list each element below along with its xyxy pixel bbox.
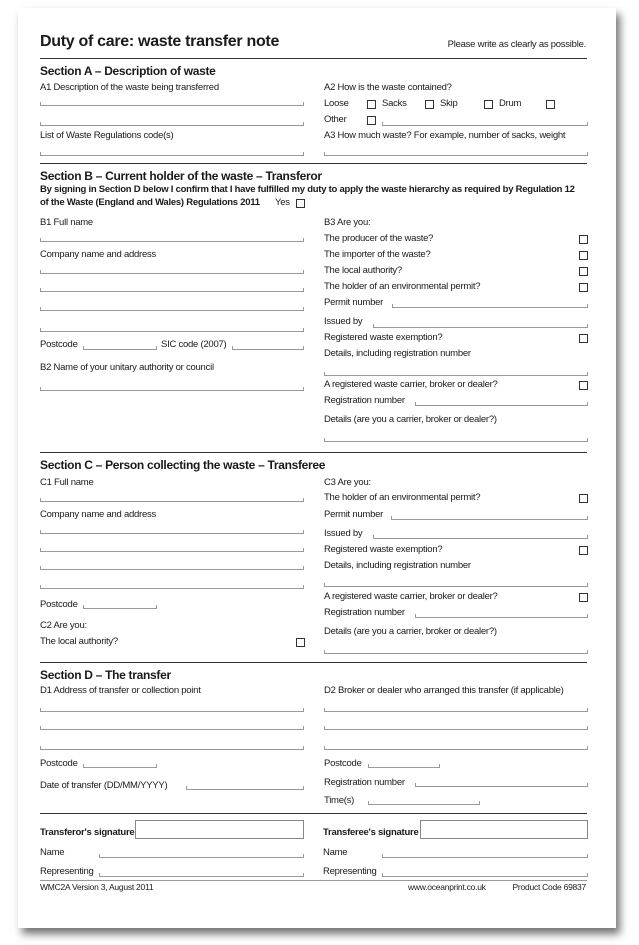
declaration-line-1: By signing in Section D below I confirm that I have fulfilled my duty to apply the waste hierarchy as required by Regulation 12 <box>40 184 575 195</box>
c-address-field-1[interactable] <box>40 530 304 534</box>
d1-address-field-1[interactable] <box>40 708 304 712</box>
b-address-field-2[interactable] <box>40 288 304 292</box>
date-field[interactable] <box>186 786 304 790</box>
c-permit-holder-label: The holder of an environmental permit? <box>324 492 481 503</box>
other-checkbox[interactable] <box>367 116 376 125</box>
d1-postcode-label: Postcode <box>40 758 78 769</box>
transferee-representing-label: Representing <box>323 866 377 877</box>
footer-version: WMC2A Version 3, August 2011 <box>40 882 154 892</box>
section-b-heading: Section B – Current holder of the waste – Transferor <box>40 169 322 183</box>
section-a-heading: Section A – Description of waste <box>40 64 216 78</box>
d2-registration-label: Registration number <box>324 777 405 788</box>
a3-label: A3 How much waste? For example, number of sacks, weight <box>324 130 566 141</box>
b2-authority-field[interactable] <box>40 387 304 391</box>
permit-number-field[interactable] <box>392 304 588 308</box>
c-carrier-details-field[interactable] <box>324 650 588 654</box>
c-registration-number-label: Registration number <box>324 607 405 618</box>
codes-label: List of Waste Regulations code(s) <box>40 130 174 141</box>
local-authority-label: The local authority? <box>324 265 402 276</box>
b-address-field-3[interactable] <box>40 307 304 311</box>
c-permit-number-label: Permit number <box>324 509 384 520</box>
divider <box>40 662 587 663</box>
permit-holder-checkbox[interactable] <box>579 283 588 292</box>
drum-checkbox[interactable] <box>546 100 555 109</box>
transferor-signature-box[interactable] <box>135 820 304 839</box>
skip-label: Skip <box>440 98 458 109</box>
date-label: Date of transfer (DD/MM/YYYY) <box>40 780 168 791</box>
c-carrier-details-label: Details (are you a carrier, broker or dealer?) <box>324 626 497 637</box>
b-address-field-4[interactable] <box>40 328 304 332</box>
footer-divider <box>40 880 587 881</box>
local-authority-checkbox[interactable] <box>579 267 588 276</box>
instruction: Please write as clearly as possible. <box>447 39 586 50</box>
b-company-label: Company name and address <box>40 249 156 260</box>
c1-label: C1 Full name <box>40 477 94 488</box>
transferee-name-field[interactable] <box>382 854 588 858</box>
form-title: Duty of care: waste transfer note <box>40 33 280 50</box>
b1-full-name-field[interactable] <box>40 238 304 242</box>
issued-by-field[interactable] <box>373 324 588 328</box>
skip-checkbox[interactable] <box>484 100 493 109</box>
c2-label: C2 Are you: <box>40 620 87 631</box>
yes-checkbox[interactable] <box>296 199 305 208</box>
transferor-representing-field[interactable] <box>99 873 304 877</box>
carrier-checkbox[interactable] <box>579 381 588 390</box>
c-local-authority-checkbox[interactable] <box>296 638 305 647</box>
b-postcode-label: Postcode <box>40 339 78 350</box>
c-issued-by-field[interactable] <box>373 535 588 539</box>
c-carrier-label: A registered waste carrier, broker or dealer? <box>324 591 498 602</box>
b2-label: B2 Name of your unitary authority or council <box>40 362 214 373</box>
registration-number-label: Registration number <box>324 395 405 406</box>
d2-field-3[interactable] <box>324 746 588 750</box>
drum-label: Drum <box>499 98 522 109</box>
transferee-name-label: Name <box>323 847 348 858</box>
declaration-line-2: of the Waste (England and Wales) Regulations 2011 <box>40 197 260 208</box>
c-exemption-details-field[interactable] <box>324 583 588 587</box>
c-postcode-field[interactable] <box>83 605 157 609</box>
transferee-representing-field[interactable] <box>382 873 588 877</box>
transferee-signature-box[interactable] <box>420 820 588 839</box>
divider <box>40 813 587 814</box>
other-field[interactable] <box>382 122 588 126</box>
section-c-heading: Section C – Person collecting the waste – Transferee <box>40 458 326 472</box>
b-address-field-1[interactable] <box>40 270 304 274</box>
transferor-signature-label: Transferor's signature <box>40 827 135 838</box>
d1-address-field-3[interactable] <box>40 746 304 750</box>
loose-checkbox[interactable] <box>367 100 376 109</box>
carrier-label: A registered waste carrier, broker or dealer? <box>324 379 498 390</box>
transferee-signature-label: Transferee's signature <box>323 827 419 838</box>
importer-checkbox[interactable] <box>579 251 588 260</box>
transferor-name-field[interactable] <box>99 854 304 858</box>
producer-label: The producer of the waste? <box>324 233 434 244</box>
d2-field-1[interactable] <box>324 708 588 712</box>
b3-label: B3 Are you: <box>324 217 371 228</box>
exemption-details-label: Details, including registration number <box>324 348 471 359</box>
permit-number-label: Permit number <box>324 297 384 308</box>
transferor-representing-label: Representing <box>40 866 94 877</box>
d1-label: D1 Address of transfer or collection point <box>40 685 201 696</box>
c-postcode-label: Postcode <box>40 599 78 610</box>
footer-product-code: Product Code 69837 <box>512 882 586 892</box>
c-address-field-2[interactable] <box>40 548 304 552</box>
c-registration-number-field[interactable] <box>415 614 588 618</box>
d2-postcode-label: Postcode <box>324 758 362 769</box>
sic-label: SIC code (2007) <box>161 339 227 350</box>
c-address-field-4[interactable] <box>40 585 304 589</box>
loose-label: Loose <box>324 98 349 109</box>
importer-label: The importer of the waste? <box>324 249 431 260</box>
divider <box>40 163 587 164</box>
c-permit-holder-checkbox[interactable] <box>579 494 588 503</box>
c1-full-name-field[interactable] <box>40 498 304 502</box>
registration-number-field[interactable] <box>415 402 588 406</box>
divider <box>40 58 587 59</box>
carrier-details-field[interactable] <box>324 438 588 442</box>
other-label: Other <box>324 114 347 125</box>
permit-holder-label: The holder of an environmental permit? <box>324 281 481 292</box>
c-exemption-checkbox[interactable] <box>579 546 588 555</box>
a1-label: A1 Description of the waste being transferred <box>40 82 219 93</box>
a2-label: A2 How is the waste contained? <box>324 82 452 93</box>
divider <box>40 452 587 453</box>
times-field[interactable] <box>368 801 480 805</box>
b1-label: B1 Full name <box>40 217 93 228</box>
c-permit-number-field[interactable] <box>391 516 588 520</box>
times-label: Time(s) <box>324 795 355 806</box>
exemption-label: Registered waste exemption? <box>324 332 443 343</box>
a3-quantity-field[interactable] <box>324 152 588 156</box>
d2-field-2[interactable] <box>324 726 588 730</box>
a1-description-field-1[interactable] <box>40 102 304 106</box>
c-issued-by-label: Issued by <box>324 528 363 539</box>
yes-label: Yes <box>275 197 290 208</box>
c-carrier-checkbox[interactable] <box>579 593 588 602</box>
exemption-checkbox[interactable] <box>579 334 588 343</box>
exemption-details-field[interactable] <box>324 372 588 376</box>
c-company-label: Company name and address <box>40 509 156 520</box>
carrier-details-label: Details (are you a carrier, broker or dealer?) <box>324 414 497 425</box>
c3-label: C3 Are you: <box>324 477 371 488</box>
d1-address-field-2[interactable] <box>40 726 304 730</box>
c-local-authority-label: The local authority? <box>40 636 118 647</box>
footer-website: www.oceanprint.co.uk <box>408 882 486 892</box>
c-address-field-3[interactable] <box>40 566 304 570</box>
a1-description-field-2[interactable] <box>40 122 304 126</box>
sacks-checkbox[interactable] <box>425 100 434 109</box>
sacks-label: Sacks <box>382 98 407 109</box>
codes-field[interactable] <box>40 152 304 156</box>
d2-registration-field[interactable] <box>415 783 588 787</box>
b-postcode-field[interactable] <box>83 346 157 350</box>
d2-label: D2 Broker or dealer who arranged this transfer (if applicable) <box>324 685 564 696</box>
d2-postcode-field[interactable] <box>368 764 440 768</box>
issued-by-label: Issued by <box>324 316 363 327</box>
sic-field[interactable] <box>232 346 304 350</box>
producer-checkbox[interactable] <box>579 235 588 244</box>
section-d-heading: Section D – The transfer <box>40 668 171 682</box>
c-exemption-label: Registered waste exemption? <box>324 544 443 555</box>
transferor-name-label: Name <box>40 847 65 858</box>
c-exemption-details-label: Details, including registration number <box>324 560 471 571</box>
d1-postcode-field[interactable] <box>83 764 157 768</box>
